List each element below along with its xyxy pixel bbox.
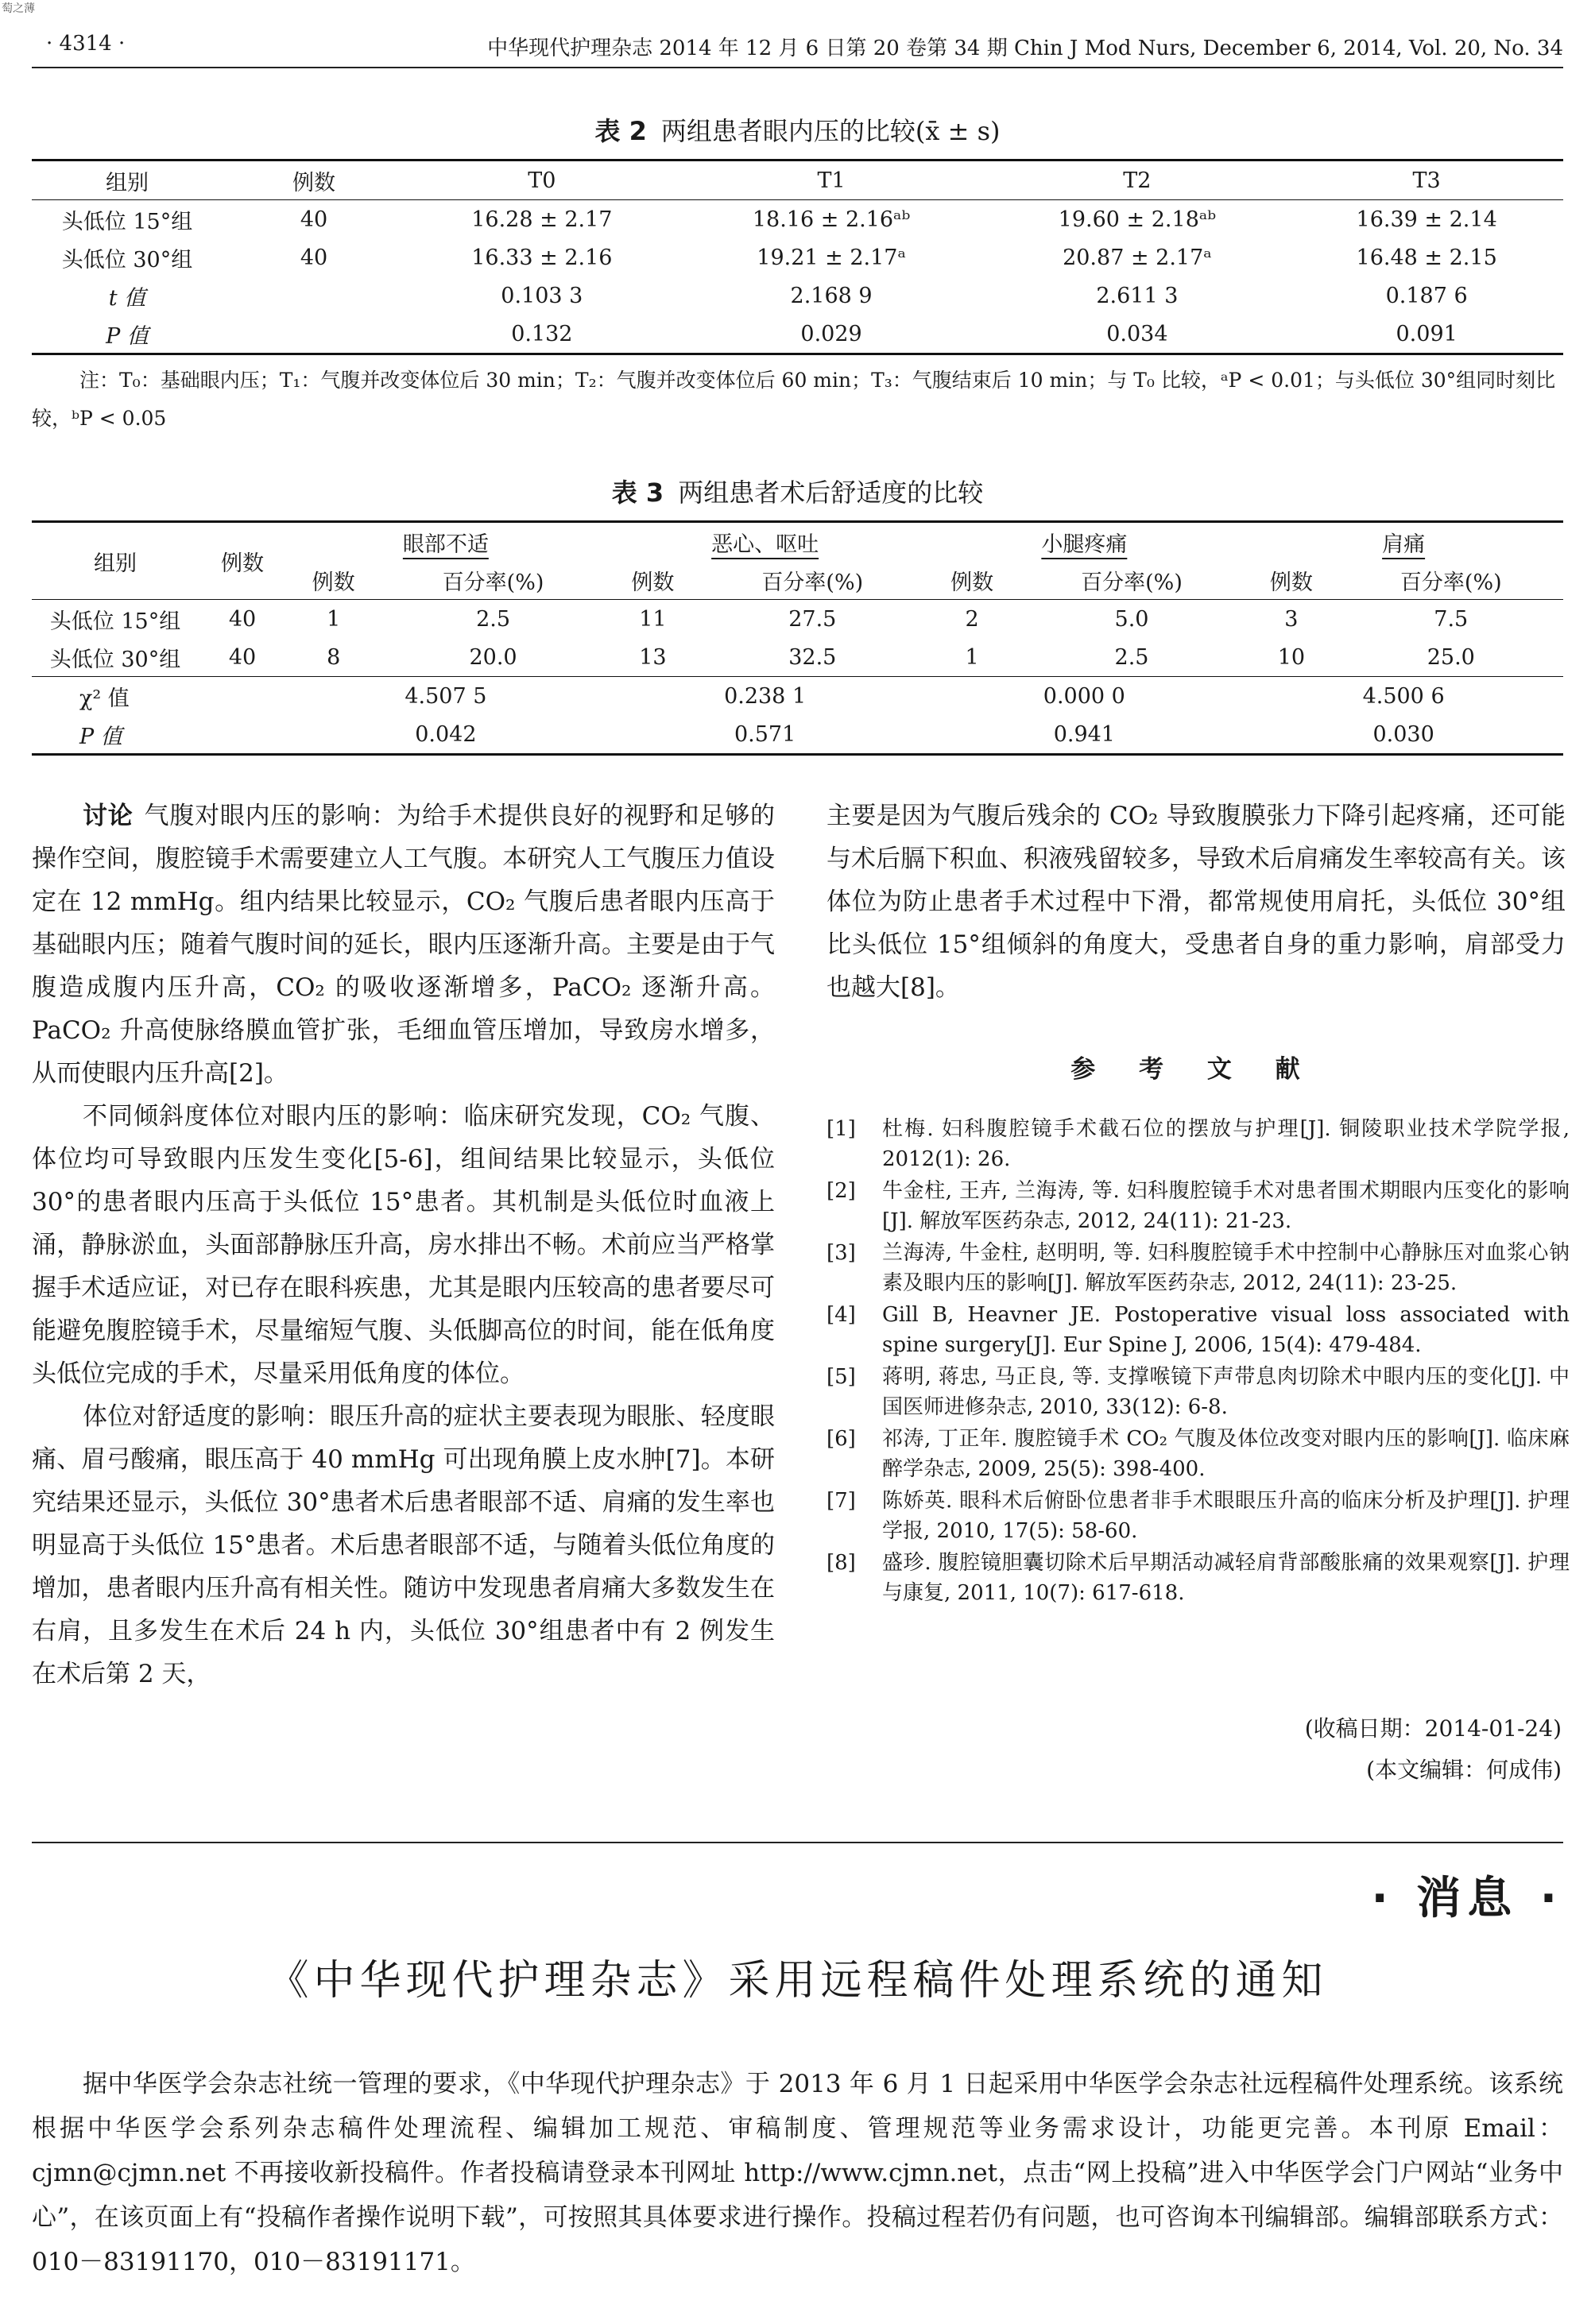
discussion-keyword: 讨论 bbox=[83, 802, 134, 830]
table-cell: 2.5 bbox=[476, 606, 511, 632]
table-cell: 0.941 bbox=[924, 715, 1244, 755]
header-rule bbox=[32, 67, 1563, 68]
reference-list bbox=[827, 1114, 1570, 1610]
table-cell: 16.33 ± 2.16 bbox=[471, 245, 613, 270]
table-cell: 0.571 bbox=[606, 715, 925, 755]
discussion-paragraph: 主要是因为气腹后残余的 CO₂ 导致腹膜张力下降引起疼痛，还可能与术后膈下积血、积液残留较多，导致术后肩痛发生率较高有关。该体位为防止患者手术过程中下滑，都常规使用肩托，头低位 30°组比头低位 15°组倾斜的角度大，受患者自身的重力影响，肩部受力也越大[8]。 bbox=[827, 802, 1566, 1002]
table2-header-cell: T0 bbox=[405, 160, 679, 200]
corner-mark: 萄之薄 bbox=[2, 2, 35, 15]
discussion-paragraph: 不同倾斜度体位对眼内压的影响：临床研究发现，CO₂ 气腹、体位均可导致眼内压发生变化[5-6]，组间结果比较显示，头低位 30°的患者眼内压高于头低位 15°患者。其机制是头低位时血液上涌，静脉淤血，头面部静脉压升高，房水排出不畅。术前应当严格掌握手术适应证，对已存在眼科疾患，尤其是眼内压较高的患者要尽可能避免腹腔镜手术，尽量缩短气腹、头低脚高位的时间，能在低角度头低位完成的手术，尽量采用低角度的体位。 bbox=[32, 1102, 775, 1388]
table3-header-cell: 百分率(%) bbox=[1020, 561, 1244, 600]
table-cell: 2.5 bbox=[1020, 638, 1244, 677]
table-cell: 头低位 30°组 bbox=[61, 247, 193, 273]
table2-note: 注：T₀：基础眼内压；T₁：气腹并改变体位后 30 min；T₂：气腹并改变体位后 60 min；T₃：气腹结束后 10 min；与 T₀ 比较，ᵃP < 0.01；与头低位 30°组同时刻比较，ᵇP < 0.05 bbox=[32, 369, 1556, 430]
section-rule bbox=[32, 1842, 1563, 1843]
table-cell: 4.500 6 bbox=[1362, 683, 1445, 709]
table3-caption bbox=[0, 473, 1595, 509]
table3-header-cell: 百分率(%) bbox=[700, 561, 924, 600]
table3-header-cell: 小腿疼痛 bbox=[924, 522, 1244, 562]
table-cell: 2.611 3 bbox=[1096, 283, 1179, 308]
table-cell: 1 bbox=[327, 606, 341, 632]
reference-item: [3] 兰海涛, 牛金柱, 赵明明, 等. 妇科腹腔镜手术中控制中心静脉压对血浆心钠素及眼内压的影响[J]. 解放军医药杂志, 2012, 24(11): 23-25. bbox=[827, 1241, 1570, 1295]
table-cell: 32.5 bbox=[700, 638, 924, 677]
table-cell: 0.030 bbox=[1244, 715, 1563, 755]
table-cell: 18.16 ± 2.16ᵃᵇ bbox=[752, 207, 911, 232]
table-row bbox=[32, 238, 1563, 276]
table-cell: 19.21 ± 2.17ᵃ bbox=[757, 245, 906, 270]
table3-header-cell: 眼部不适 bbox=[286, 522, 606, 562]
table-cell: 0.034 bbox=[984, 315, 1290, 354]
table2-header-cell: 例数 bbox=[223, 160, 405, 200]
table-cell bbox=[223, 276, 405, 315]
table-cell: 40 bbox=[300, 245, 328, 270]
table-cell: 27.5 bbox=[788, 606, 837, 632]
editor-credit: (本文编辑：何成伟) bbox=[1366, 1757, 1562, 1783]
table-cell bbox=[223, 315, 405, 354]
table-cell: 2 bbox=[965, 606, 979, 632]
table-cell: 头低位 30°组 bbox=[32, 638, 199, 677]
table-cell: 头低位 15°组 bbox=[61, 209, 193, 234]
received-date: (收稿日期：2014-01-24) bbox=[1304, 1715, 1562, 1742]
table-cell: 0.103 3 bbox=[501, 283, 583, 308]
table3-header-cell: 组别 bbox=[32, 522, 199, 600]
table-row bbox=[32, 677, 1563, 716]
table-row bbox=[32, 715, 1563, 755]
table-row bbox=[32, 638, 1563, 677]
table3-header-cell: 肩痛 bbox=[1244, 522, 1563, 562]
table-cell: 0.132 bbox=[405, 315, 679, 354]
table-cell: 5.0 bbox=[1114, 606, 1149, 632]
table-cell: 40 bbox=[228, 606, 257, 632]
table3-group-header-row bbox=[32, 522, 1563, 562]
table2-caption bbox=[0, 111, 1595, 148]
table2-label: 表 2 bbox=[594, 116, 647, 146]
table3-header-cell: 例数 bbox=[1244, 561, 1338, 600]
table-cell: 20.87 ± 2.17ᵃ bbox=[1063, 245, 1212, 270]
table-cell: 8 bbox=[286, 638, 381, 677]
table-cell: χ² 值 bbox=[79, 686, 130, 711]
discussion-left-column bbox=[32, 795, 775, 1696]
table2-header-cell: T3 bbox=[1290, 160, 1563, 200]
table-cell: 20.0 bbox=[381, 638, 605, 677]
table-cell: 3 bbox=[1284, 606, 1299, 632]
reference-item: [6] 祁涛, 丁正年. 腹腔镜手术 CO₂ 气腹及体位改变对眼内压的影响[J]. 临床麻醉学杂志, 2009, 25(5): 398-400. bbox=[827, 1427, 1570, 1481]
table-cell: 2.168 9 bbox=[790, 283, 873, 308]
table-cell: 16.28 ± 2.17 bbox=[471, 207, 613, 232]
table3-header-cell: 例数 bbox=[606, 561, 700, 600]
table3-header-cell: 恶心、呕吐 bbox=[606, 522, 925, 562]
table3-title: 两组患者术后舒适度的比较 bbox=[678, 478, 984, 508]
table-cell: 40 bbox=[300, 207, 328, 232]
table-cell: 0.238 1 bbox=[724, 683, 807, 709]
table-cell: 19.60 ± 2.18ᵃᵇ bbox=[1058, 207, 1217, 232]
table2-header-cell: 组别 bbox=[32, 160, 223, 200]
discussion-paragraph: 体位对舒适度的影响：眼压升高的症状主要表现为眼胀、轻度眼痛、眉弓酸痛，眼压高于 40 mmHg 可出现角膜上皮水肿[7]。本研究结果还显示，头低位 30°患者术后患者眼部不适、肩痛的发生率也明显高于头低位 15°患者。术后患者眼部不适，与随着头低位角度的增加，患者眼内压升高有相关性。随访中发现患者肩痛大多数发生在右肩，且多发生在术后 24 h 内，头低位 30°组患者中有 2 例发生在术后第 2 天， bbox=[32, 1402, 775, 1688]
table-cell: P 值 bbox=[32, 315, 223, 354]
reference-item: [2] 牛金柱, 王卉, 兰海涛, 等. 妇科腹腔镜手术对患者围术期眼内压变化的影响[J]. 解放军医药杂志, 2012, 24(11): 21-23. bbox=[827, 1179, 1570, 1233]
reference-item: [1] 杜梅. 妇科腹腔镜手术截石位的摆放与护理[J]. 铜陵职业技术学院学报, 2012(1): 26. bbox=[827, 1117, 1570, 1171]
table-row bbox=[32, 600, 1563, 639]
table2-header-row bbox=[32, 160, 1563, 200]
table-row bbox=[32, 315, 1563, 354]
table2-header-cell: T2 bbox=[984, 160, 1290, 200]
table2 bbox=[32, 159, 1563, 355]
table2-title: 两组患者眼内压的比较(x̄ ± s) bbox=[660, 116, 1001, 146]
table-cell: P 值 bbox=[32, 715, 286, 755]
table3-header-cell: 例数 bbox=[199, 522, 286, 600]
table-cell: 4.507 5 bbox=[405, 683, 487, 709]
table-cell: 0.000 0 bbox=[1043, 683, 1125, 709]
table-cell: 10 bbox=[1244, 638, 1338, 677]
table-cell: 40 bbox=[199, 638, 286, 677]
article-dates bbox=[827, 1708, 1578, 1791]
table-cell: 0.091 bbox=[1290, 315, 1563, 354]
running-header bbox=[32, 32, 1563, 64]
reference-item: [8] 盛珍. 腹腔镜胆囊切除术后早期活动减轻肩背部酸胀痛的效果观察[J]. 护理与康复, 2011, 10(7): 617-618. bbox=[827, 1551, 1570, 1605]
table3-header-cell: 百分率(%) bbox=[381, 561, 605, 600]
news-label: · 消息 · bbox=[1371, 1873, 1563, 1924]
table-cell: 16.48 ± 2.15 bbox=[1356, 245, 1497, 270]
reference-item: [4] Gill B, Heavner JE. Postoperative visual loss associated with spine surgery[J]. Eur Spine J, 2006, 15(4): 479-484. bbox=[827, 1303, 1570, 1357]
reference-item: [5] 蒋明, 蒋忠, 马正良, 等. 支撑喉镜下声带息肉切除术中眼内压的变化[J]. 中国医师进修杂志, 2010, 33(12): 6-8. bbox=[827, 1365, 1570, 1419]
table3-header-cell: 百分率(%) bbox=[1339, 561, 1563, 600]
table-cell: 25.0 bbox=[1339, 638, 1563, 677]
notice-body: 据中华医学会杂志社统一管理的要求，《中华现代护理杂志》于 2013 年 6 月 1 日起采用中华医学会杂志社远程稿件处理系统。该系统根据中华医学会系列杂志稿件处理流程、编辑加工规范、审稿制度、管理规范等业务需求设计，功能更完善。本刊原 Email：cjmn@cjmn.net 不再接收新投稿件。作者投稿请登录本刊网址 http://www.cjmn.net，点击“网上投稿”进入中华医学会门户网站“业务中心”，在该页面上有“投稿作者操作说明下载”，可按照其具体要求进行操作。投稿过程若仍有问题，也可咨询本刊编辑部。编辑部联系方式：010－83191170，010－83191171。 bbox=[32, 2070, 1563, 2276]
table3-header-cell: 例数 bbox=[924, 561, 1019, 600]
table-cell: 7.5 bbox=[1434, 606, 1469, 632]
table2-header-cell: T1 bbox=[679, 160, 985, 200]
table-cell: 11 bbox=[639, 606, 667, 632]
reference-item: [7] 陈娇英. 眼科术后俯卧位患者非手术眼眼压升高的临床分析及护理[J]. 护理学报, 2010, 17(5): 58-60. bbox=[827, 1489, 1570, 1543]
table3-label: 表 3 bbox=[611, 478, 664, 508]
table-cell: 16.39 ± 2.14 bbox=[1356, 207, 1497, 232]
table-cell: 13 bbox=[606, 638, 700, 677]
table-cell: 0.187 6 bbox=[1385, 283, 1468, 308]
table3 bbox=[32, 520, 1563, 756]
page-number: · 4314 · bbox=[46, 32, 126, 56]
references-heading: 参 考 文 献 bbox=[1070, 1055, 1318, 1084]
table-cell: 0.042 bbox=[286, 715, 606, 755]
notice-title: 《中华现代护理杂志》采用远程稿件处理系统的通知 bbox=[267, 1957, 1328, 2005]
table-row bbox=[32, 276, 1563, 315]
discussion-right-column bbox=[827, 795, 1566, 1009]
table-row bbox=[32, 200, 1563, 239]
table-cell: 0.029 bbox=[679, 315, 985, 354]
discussion-paragraph: 讨论 气腹对眼内压的影响：为给手术提供良好的视野和足够的操作空间，腹腔镜手术需要建立人工气腹。本研究人工气腹压力值设定在 12 mmHg。组内结果比较显示，CO₂ 气腹后患者眼内压高于基础眼内压；随着气腹时间的延长，眼内压逐渐升高。主要是由于气腹造成腹内压升高，CO₂ 的吸收逐渐增多，PaCO₂ 逐渐升高。PaCO₂ 升高使脉络膜血管扩张，毛细血管压增加，导致房水增多，从而使眼内压升高[2]。 bbox=[32, 802, 776, 1088]
table3-header-cell: 例数 bbox=[286, 561, 381, 600]
table-cell: 1 bbox=[924, 638, 1019, 677]
table-cell: t 值 bbox=[108, 285, 146, 311]
table-cell: 头低位 15°组 bbox=[49, 609, 181, 634]
journal-citation: 中华现代护理杂志 2014 年 12 月 6 日第 20 卷第 34 期 Chin J Mod Nurs, December 6, 2014, Vol. 20, No. 34 bbox=[487, 37, 1563, 60]
